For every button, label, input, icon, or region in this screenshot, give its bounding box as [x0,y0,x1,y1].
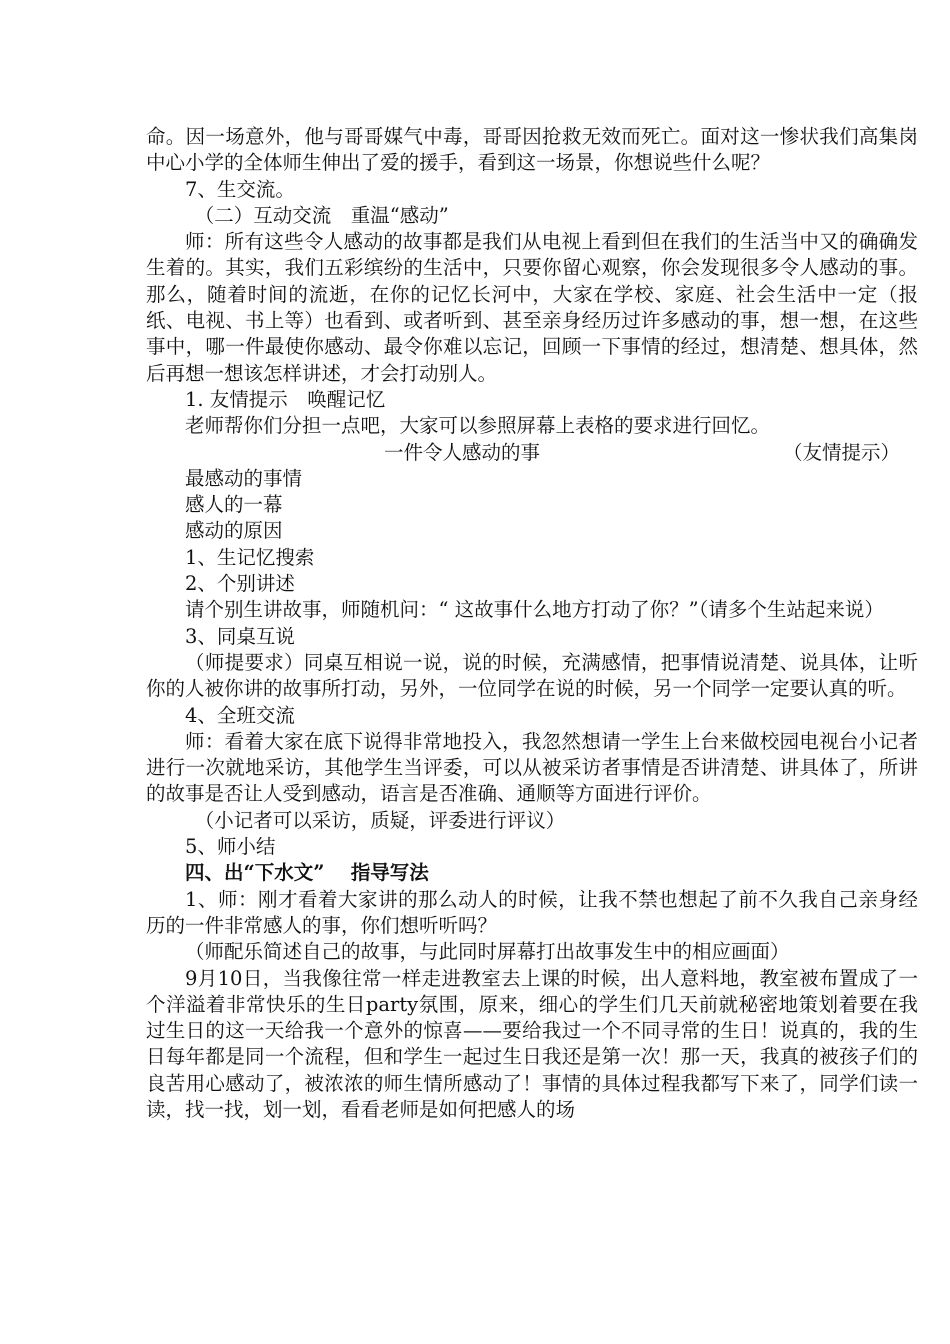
table-row: 最感动的事情 [185,466,303,490]
paragraph: 老师帮你们分担一点吧，大家可以参照屏幕上表格的要求进行回忆。 [185,414,771,438]
paragraph: 4、全班交流 [185,703,295,727]
paragraph: 3、同桌互说 [185,624,295,648]
section-heading: （二）互动交流 重温“感动” [194,203,449,227]
table-title: 一件令人感动的事 [384,440,541,464]
table-row: 感人的一幕 [185,493,283,517]
paragraph: （师提要求）同桌互相说一说，说的时候，充满感情，把事情说清楚、说具体，让听你的人被你讲的故事所打动，另外，一位同学在说的时候，另一个同学一定要认真的听。 [146,650,918,701]
document-page [146,124,918,1123]
table-row: 感动的原因 [185,519,283,543]
paragraph: （师配乐简述自己的故事，与此同时屏幕打出故事发生中的相应画面） [185,940,790,964]
paragraph: 命。因一场意外，他与哥哥媒气中毒，哥哥因抢救无效而死亡。面对这一惨状我们高集岗中心小学的全体师生伸出了爱的援手，看到这一场景，你想说些什么呢？ [146,125,918,175]
paragraph: （小记者可以采访，质疑，评委进行评议） [194,808,566,832]
paragraph: 1. 友情提示 唤醒记忆 [185,387,386,411]
paragraph: 7、生交流。 [185,177,295,201]
section-heading-4: 四、出“下水文” 指导写法 [185,861,429,885]
paragraph: 1、生记忆搜索 [185,545,315,569]
paragraph: 请个别生讲故事，师随机问：“ 这故事什么地方打动了你？”（请多个生站起来说） [185,598,884,622]
paragraph: 师：看着大家在底下说得非常地投入，我忽然想请一学生上台来做校园电视台小记者进行一次就地采访，其他学生当评委，可以从被采访者事情是否讲清楚、讲具体了，所讲的故事是否让人受到感动，语言是否准确、通顺等方面进行评价。 [146,729,918,806]
paragraph: 师：所有这些令人感动的故事都是我们从电视上看到但在我们的生活当中又的确确发生着的。其实，我们五彩缤纷的生活中，只要你留心观察，你会发现很多令人感动的事。那么，随着时间的流逝，在你的记忆长河中，大家在学校、家庭、社会生活中一定（报纸、电视、书上等）也看到、或者听到、甚至亲身经历过许多感动的事，想一想，在这些事中，哪一件最使你感动、最令你难以忘记，回顾一下事情的经过，想清楚、想具体，然后再想一想该怎样讲述，才会打动别人。 [146,230,918,385]
paragraph: 5、师小结 [185,835,276,859]
paragraph: 1、师：刚才看着大家讲的那么动人的时候，让我不禁也想起了前不久我自己亲身经历的一件非常感人的事，你们想听听吗？ [146,887,918,937]
table-header [146,440,918,466]
paragraph: 9月10日，当我像往常一样走进教室去上课的时候，出人意料地，教室被布置成了一个洋溢着非常快乐的生日party氛围，原来，细心的学生们几天前就秘密地策划着要在我过生日的这一天给我一个意外的惊喜——要给我过一个不同寻常的生日！说真的，我的生日每年都是同一个流程，但和学生一起过生日我还是第一次！那一天，我真的被孩子们的良苦用心感动了，被浓浓的师生情所感动了！事情的具体过程我都写下来了，同学们读一读，找一找，划一划，看看老师是如何把感人的场 [146,966,918,1121]
table-note: （友情提示） [782,440,900,464]
paragraph: 2、个别讲述 [185,572,295,596]
